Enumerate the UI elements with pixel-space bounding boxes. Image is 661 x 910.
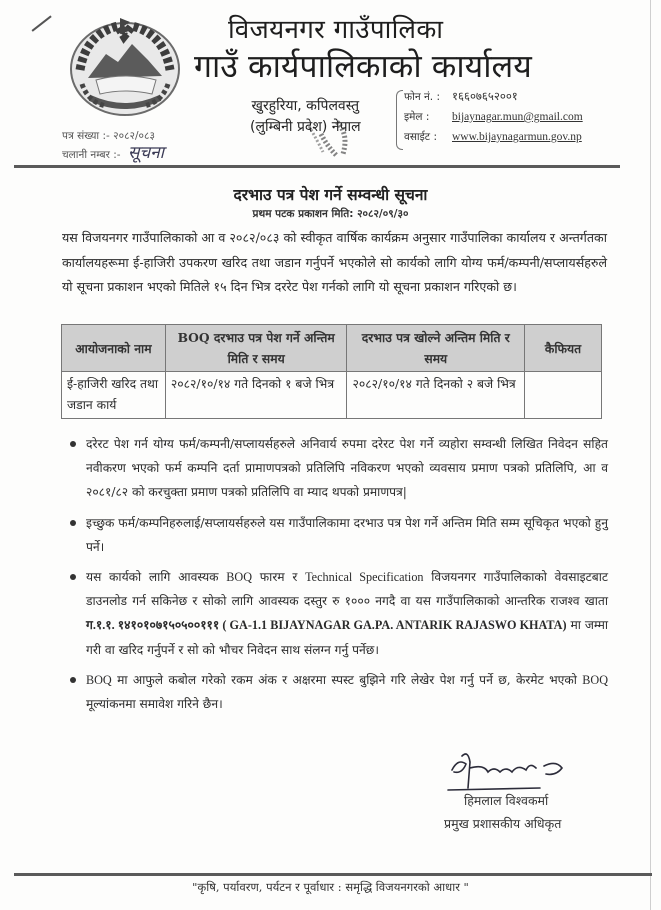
dispatch-number-handwritten: सूचना [127,143,165,163]
boq-term: BOQ [582,672,608,687]
condition-text-part: विजयनगर गाउँपालिकाको वेवसाइटबाट डाउनलोड गर्न सकिनेछ र सोको लागि आवस्यक दस्तुर रु १००० नगदै वा यस गाउँपालिकाको आन्तरिक राजश्व खाता [86,570,608,609]
condition-item [86,511,608,559]
signatory-title: प्रमुख प्रशासकीय अधिकृत [444,816,562,831]
reference-block [62,128,164,164]
condition-text-part: मा जम्मा गरी वा खरिद गर्नुपर्ने र सो को भौचर निवेदन साथ संलग्न गर्नु पर्नेछ। [86,618,609,657]
bullet-icon [70,520,76,526]
condition-item [86,432,608,505]
account-number: ग.१.१. १४१०१०७१५०५००१११ [86,618,220,633]
corner-mark [32,15,52,31]
header-opening-deadline: दरभाउ पत्र खोल्ने अन्तिम मिति र समय [347,325,525,372]
bullet-icon [70,677,76,683]
condition-text-part: मूल्यांकनमा समावेश गरिने छैन। [86,697,223,712]
handwritten-signature [444,748,614,798]
website-link[interactable]: www.bijaynagarmun.gov.np [452,131,582,143]
signature-block [444,748,614,838]
phone-number: १६६०७६५२००१ [452,91,518,103]
publication-date: प्रथम पटक प्रकाशन मिति: २०८२/०९/३० [252,208,409,220]
website-label: वसाईट : [404,131,437,143]
header-remarks: कैफियत [525,325,602,372]
condition-text-part: फारम र [252,570,306,585]
boq-term: BOQ [226,570,253,585]
letter-number-label: पत्र संख्या :- [62,130,110,142]
header-submission-deadline: BOQ दरभाउ पत्र पेश गर्ने अन्तिम मिति र समय [165,325,347,372]
phone-label: फोन नं. : [404,91,441,103]
address [250,96,361,138]
letter-number: २०८२/०८३ [113,130,155,142]
account-name: ( GA-1.1 BIJAYNAGAR GA.PA. ANTARIK RAJASWO KHATA) [219,618,567,633]
footer-divider [14,873,652,876]
contact-brace [396,90,403,150]
condition-text: इच्छुक फर्म/कम्पनिहरुलाई/सप्लायर्सहरुले यस गाउँपालिकामा दरभाउ पत्र पेश गर्ने अन्तिम मिति सम्म सूचिकृत भएको हुनु पर्ने। [86,515,608,554]
office-name: गाउँ कार्यपालिकाको कार्यालय [194,47,532,85]
email-row [404,107,583,127]
contact-block [404,87,583,147]
website-row [404,127,583,147]
condition-text: दरेरट पेश गर्न योग्य फर्म/कम्पनी/सप्लायर्सहरुले अनिवार्य रुपमा दरेरट पेश गर्ने व्यहोरा सम्वन्धी लिखित निवेदन सहित नवीकरण भएको फर्म कम्पनि दर्ता प्रामाणपत्रको प्रतिलिपि नविकरण भएको व्यवसाय प्रमाण पत्रको प्रतिलिपि, आ व २०८१/८२ को करचुक्ता प्रमाण पत्रको प्रतिलिपि वा म्याद थपको प्रमाणपत्र| [86,437,608,500]
table-row [62,372,602,419]
condition-item [86,565,608,662]
condition-text-part: मा आफुले कबोल गरेको रकम अंक र अक्षरमा स्पस्ट बुझिने गरि लेखेर पेश गर्नु पर्ने छ, केरमेट भएको [111,672,583,687]
municipality-name: विजयनगर गाउँपालिका [228,15,444,45]
table-header-row [62,325,602,372]
page-edge [650,0,651,910]
phone-row [404,87,583,107]
bullet-icon [70,574,76,580]
tender-schedule-table [61,324,602,419]
cell-submission-deadline: २०८२/१०/१४ गते दिनको १ बजे भित्र [165,372,347,419]
nepal-emblem-logo [66,14,184,118]
condition-item [86,668,608,716]
boq-term: BOQ [86,672,112,687]
address-line-2: (लुम्बिनी प्रदेश) नेपाल [250,119,361,135]
cell-project-name: ई-हाजिरी खरिद तथा जडान कार्य [62,372,166,419]
address-line-1: खुरहुरिया, कपिलवस्तु [251,98,360,114]
dispatch-number-row [62,145,164,164]
technical-spec-term: Technical Specification [305,570,424,585]
condition-text-part: यस कार्यको लागि आवस्यक [86,570,227,585]
bullet-icon [70,441,76,447]
footer-slogan: "कृषि, पर्यावरण, पर्यटन र पूर्वाधार : समृद्धि विजयनगरको आधार " [192,880,469,894]
header-project-name: आयोजनाको नाम [62,325,166,372]
signatory-name: हिमलाल विश्वकर्मा [464,793,549,808]
conditions-list [86,432,608,722]
email-link[interactable]: bijaynagar.mun@gmail.com [452,111,583,123]
email-label: इमेल : [404,111,430,123]
cell-opening-deadline: २०८२/१०/१४ गते दिनको २ बजे भित्र [347,372,525,419]
header-divider [14,165,620,168]
dispatch-number-label: चलानी नम्बर :- [62,149,121,161]
notice-title: दरभाउ पत्र पेश गर्ने सम्वन्धी सूचना [233,186,428,204]
cell-remarks [525,372,602,419]
notice-intro-paragraph: यस विजयनगर गाउँपालिकाको आ व २०८२/०८३ को स्वीकृत वार्षिक कार्यक्रम अनुसार गाउँपालिका कार्यालय र अन्तर्गतका कार्यालयहरूमा ई-हाजिरी उपकरण खरिद तथा जडान गर्नुपर्ने भएकोले सो कार्यको लागि योग्य फर्म/कम्पनी/सप्लायर्सहरुले यो सूचना प्रकाशन भएको मितिले १५ दिन भित्र दररेट पेश गर्नको लागि यो सूचना प्रकाशन गरिएको छ। [62,230,607,294]
